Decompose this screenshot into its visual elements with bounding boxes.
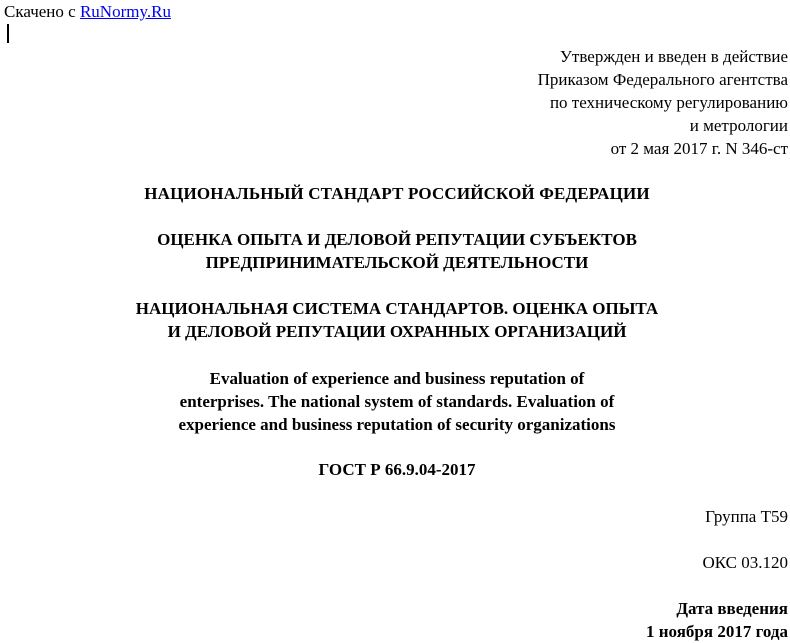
approval-line: по техническому регулированию bbox=[549, 93, 788, 112]
heading-line: ПРЕДПРИНИМАТЕЛЬСКОЙ ДЕЯТЕЛЬНОСТИ bbox=[205, 253, 589, 272]
source-link[interactable]: RuNormy.Ru bbox=[79, 2, 171, 21]
approval-line: и метрологии bbox=[689, 116, 788, 135]
oks-code: ОКС 03.120 bbox=[702, 553, 788, 572]
approval-line: Приказом Федерального агентства bbox=[537, 70, 788, 89]
approval-line: Утвержден и введен в действие bbox=[559, 47, 788, 66]
approval-block bbox=[538, 45, 788, 160]
english-title bbox=[0, 367, 790, 436]
introduction-date-block bbox=[646, 597, 788, 643]
document-subheading bbox=[0, 297, 790, 343]
english-title-line: enterprises. The national system of standards. Evaluation of bbox=[179, 392, 615, 411]
text-cursor bbox=[7, 24, 9, 43]
introduction-date: 1 ноября 2017 года bbox=[646, 622, 788, 641]
group-code: Группа Т59 bbox=[705, 507, 788, 526]
english-title-line: experience and business reputation of security organizations bbox=[178, 415, 616, 434]
standard-title: НАЦИОНАЛЬНЫЙ СТАНДАРТ РОССИЙСКОЙ ФЕДЕРАЦИИ bbox=[144, 184, 650, 203]
source-prefix: Скачено с bbox=[4, 2, 80, 21]
source-line bbox=[4, 1, 171, 23]
introduction-label: Дата введения bbox=[676, 599, 788, 618]
subheading-line: И ДЕЛОВОЙ РЕПУТАЦИИ ОХРАННЫХ ОРГАНИЗАЦИЙ bbox=[167, 322, 627, 341]
gost-number: ГОСТ Р 66.9.04-2017 bbox=[318, 460, 476, 479]
english-title-line: Evaluation of experience and business reputation of bbox=[209, 369, 585, 388]
subheading-line: НАЦИОНАЛЬНАЯ СИСТЕМА СТАНДАРТОВ. ОЦЕНКА ОПЫТА bbox=[135, 299, 659, 318]
approval-line: от 2 мая 2017 г. N 346-ст bbox=[610, 139, 788, 158]
document-heading bbox=[0, 228, 790, 274]
heading-line: ОЦЕНКА ОПЫТА И ДЕЛОВОЙ РЕПУТАЦИИ СУБЪЕКТОВ bbox=[157, 230, 637, 249]
